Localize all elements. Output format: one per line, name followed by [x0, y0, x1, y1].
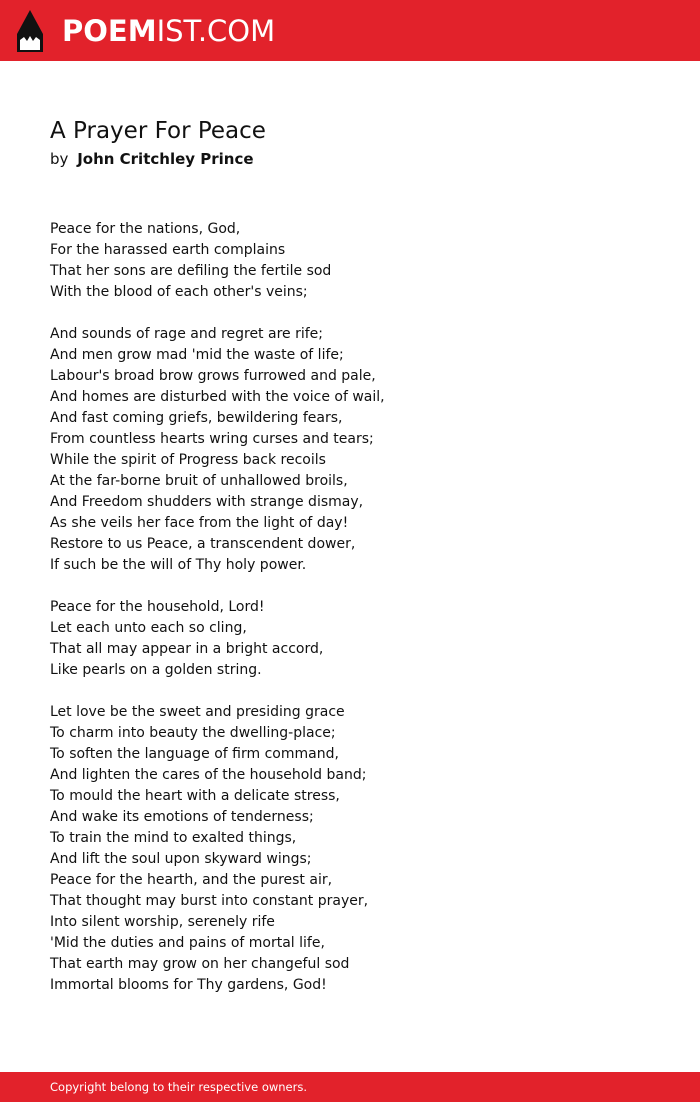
- poem-line: That thought may burst into constant prayer,: [50, 893, 369, 909]
- poem-line: Let each unto each so cling,: [50, 620, 247, 636]
- poem-line: That all may appear in a bright accord,: [50, 641, 324, 657]
- poem-body: [50, 219, 670, 1017]
- poem-line: To charm into beauty the dwelling-place;: [50, 725, 336, 741]
- copyright-notice: Copyright belong to their respective owners.: [50, 1080, 308, 1094]
- poem-line: And homes are disturbed with the voice of wail,: [50, 389, 385, 405]
- poem-line: To mould the heart with a delicate stress,: [50, 788, 340, 804]
- poem-line: Labour's broad brow grows furrowed and pale,: [50, 368, 376, 384]
- site-footer: [0, 1072, 700, 1102]
- poem-stanza: [50, 219, 670, 303]
- poem-line: Into silent worship, serenely rife: [50, 914, 275, 930]
- poem-line: From countless hearts wring curses and tears;: [50, 431, 374, 447]
- poem-line: And men grow mad 'mid the waste of life;: [50, 347, 344, 363]
- poem-line: To train the mind to exalted things,: [50, 830, 297, 846]
- pencil-icon[interactable]: [17, 10, 43, 52]
- poem-stanza: [50, 702, 670, 996]
- poem-line: That earth may grow on her changeful sod: [50, 956, 350, 972]
- poem-line: 'Mid the duties and pains of mortal life,: [50, 935, 325, 951]
- poem-line: And fast coming griefs, bewildering fears,: [50, 410, 343, 426]
- site-header: [0, 0, 700, 61]
- poem-line: And Freedom shudders with strange dismay,: [50, 494, 364, 510]
- poem-stanza: [50, 324, 670, 576]
- poem-line: For the harassed earth complains: [50, 242, 286, 258]
- poem-stanza: [50, 597, 670, 681]
- poem-line: That her sons are defiling the fertile sod: [50, 263, 332, 279]
- poem-line: Peace for the household, Lord!: [50, 599, 265, 615]
- poem-line: At the far-borne bruit of unhallowed broils,: [50, 473, 348, 489]
- poem-line: And sounds of rage and regret are rife;: [50, 326, 323, 342]
- poem-line: Restore to us Peace, a transcendent dower,: [50, 536, 356, 552]
- by-label: by: [50, 150, 69, 168]
- byline: [50, 148, 254, 170]
- logo-light-text: IST.COM: [156, 14, 276, 48]
- poem-line: As she veils her face from the light of day!: [50, 515, 349, 531]
- poem-line: And lighten the cares of the household band;: [50, 767, 367, 783]
- poem-line: If such be the will of Thy holy power.: [50, 557, 307, 573]
- poem-line: Peace for the hearth, and the purest air,: [50, 872, 333, 888]
- poem-line: And wake its emotions of tenderness;: [50, 809, 314, 825]
- poem-line: Let love be the sweet and presiding grace: [50, 704, 345, 720]
- logo-bold-text: POEM: [62, 14, 157, 48]
- poem-line: Immortal blooms for Thy gardens, God!: [50, 977, 327, 993]
- poem-line: Peace for the nations, God,: [50, 221, 241, 237]
- site-logo[interactable]: [62, 13, 275, 49]
- author-name: John Critchley Prince: [77, 150, 254, 168]
- poem-line: While the spirit of Progress back recoils: [50, 452, 326, 468]
- poem-line: To soften the language of firm command,: [50, 746, 339, 762]
- poem-line: Like pearls on a golden string.: [50, 662, 262, 678]
- poem-line: And lift the soul upon skyward wings;: [50, 851, 312, 867]
- poem-title: A Prayer For Peace: [50, 118, 266, 144]
- poem-line: With the blood of each other's veins;: [50, 284, 308, 300]
